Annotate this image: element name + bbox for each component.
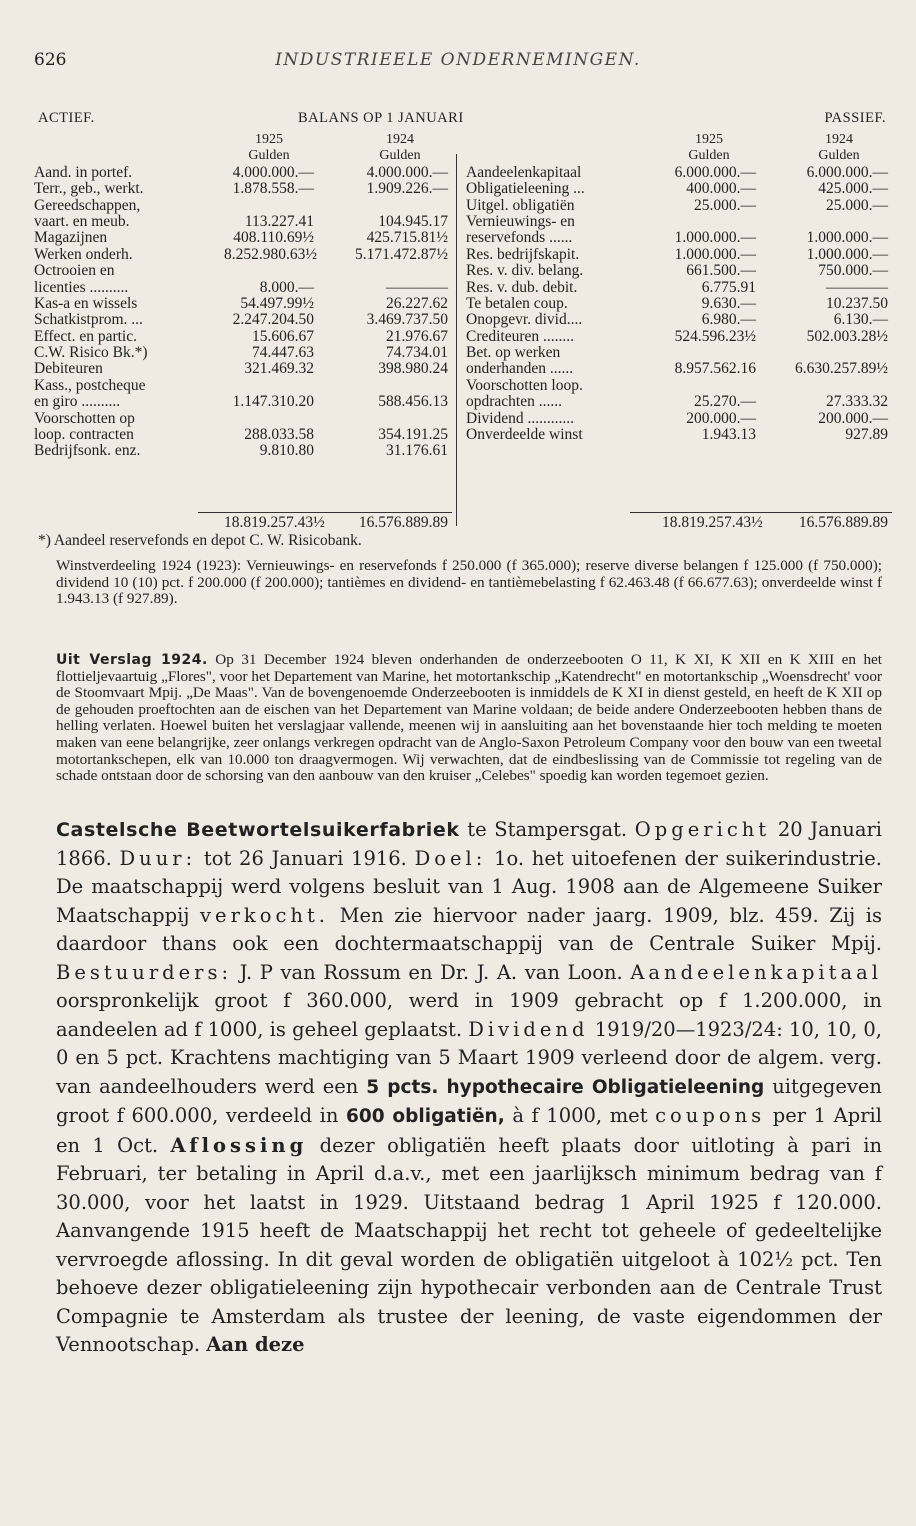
row-label: Voorschotten op	[34, 409, 135, 427]
row-label: Aand. in portef.	[34, 163, 133, 181]
table-row	[460, 230, 890, 246]
value-1925: 1.000.000.—	[674, 229, 756, 247]
column-divider	[456, 154, 457, 526]
year-1924: 1924	[386, 132, 414, 147]
directors-text: J. P van Rossum en Dr. J. A. van Loon.	[239, 960, 623, 984]
row-label: reservefonds ......	[466, 229, 573, 247]
year-1925: 1925	[695, 132, 723, 147]
value-1924: 1.909.226.—	[366, 180, 448, 198]
value-1925: 9.630.—	[701, 294, 756, 312]
value-1924: 104.945.17	[378, 212, 448, 230]
company-location: te Stampersgat.	[467, 818, 628, 841]
table-row	[28, 443, 454, 459]
table-row	[28, 181, 454, 197]
table-row	[460, 427, 890, 443]
row-label: Terr., geb., werkt.	[34, 180, 144, 198]
value-1925: 524.596.23½	[674, 327, 756, 345]
year-row	[28, 132, 454, 148]
row-label: onderhanden ......	[466, 360, 574, 378]
table-row	[28, 198, 454, 214]
value-1924: 27.333.32	[826, 393, 888, 411]
total-liabilities-1924: 16.576.889.89	[798, 514, 888, 531]
company-name: Castelsche Beetwortelsuikerfabriek	[56, 819, 460, 841]
row-label: Res. bedrijfskapit.	[466, 245, 580, 263]
value-1924: 588.456.13	[378, 393, 448, 411]
table-row	[460, 181, 890, 197]
value-1924: 3.469.737.50	[366, 311, 448, 329]
bond-count: 600 obligatiën,	[346, 1106, 505, 1127]
report-text: Op 31 December 1924 bleven onderhanden de onderzeebooten O 11, K XI, K XII en K XIII en het flottieljevaartuig „Flores", voor het Departement van Marine, het motortankschip „Katendrecht" en motortankschip „Woensdrecht' voor de Stoomvaart Mpij. „De Maas". Van de bovengenoemde Onderzeebooten is inmiddels de K XI in dienst gesteld, en heeft de K XII op de gehouden proeftochten aan de eischen van het Departement van Marine voldaan; de beide andere Onderzeebooten hebben thans de helling verlaten. Hoewel buiten het verslagjaar vallende, meenen wij in aansluiting aan het bovenstaande hier toch melding te moeten maken van eene belangrijke, zeer onlangs verkregen opdracht van de Anglo-Saxon Petroleum Company voor den bouw van een tweetal motortankschepen, elk van 10.000 ton draagvermogen. Wij verwachten, dat de eindbeslissing van de Commissie tot regeling van de schade ontstaan door de schorsing van den aanbouw van den kruiser „Celebes" spoedig kan worden tegemoet gezien.	[56, 651, 883, 785]
row-label: Voorschotten loop.	[466, 376, 583, 394]
unit-label: Gulden	[379, 148, 421, 164]
year-1925: 1925	[255, 132, 283, 147]
value-1924: 1.000.000.—	[806, 229, 888, 247]
coupon-dates: per 1 April en 1 Oct.	[56, 1104, 882, 1157]
value-1925: 9.810.80	[259, 442, 314, 460]
table-row	[28, 296, 454, 312]
total-assets-1924: 16.576.889.89	[358, 514, 448, 531]
table-row	[28, 263, 454, 279]
value-1924: 26.227.62	[386, 294, 448, 312]
value-1924: 425.715.81½	[366, 229, 448, 247]
total-rule-left	[198, 512, 452, 513]
total-assets-1925: 18.819.257.43½	[224, 514, 325, 531]
value-1925: 2.247.204.50	[232, 311, 314, 329]
table-row	[28, 345, 454, 361]
row-label: C.W. Risico Bk.*)	[34, 344, 148, 362]
value-1925: 8.957.562.16	[674, 360, 756, 378]
value-1924: 6.130.—	[833, 311, 888, 329]
unit-row	[460, 148, 890, 164]
unit-label: Gulden	[248, 148, 290, 164]
label-verkocht: verkocht.	[200, 903, 329, 927]
row-label: loop. contracten	[34, 426, 134, 444]
label-opgericht: Opgericht	[634, 818, 771, 841]
company-entry	[56, 816, 882, 1360]
table-row	[28, 165, 454, 181]
balance-columns	[28, 132, 890, 504]
table-row	[28, 361, 454, 377]
row-label: Obligatieleening ...	[466, 180, 585, 198]
table-row	[460, 312, 890, 328]
row-label: Bet. op werken	[466, 344, 561, 362]
row-label: Octrooien en	[34, 262, 115, 280]
value-1924: 10.237.50	[826, 294, 888, 312]
table-row	[460, 345, 890, 361]
row-label: Gereedschappen,	[34, 196, 141, 214]
table-row	[28, 247, 454, 263]
value-1925: 321.469.32	[244, 360, 314, 378]
value-1925: 8.252.980.63½	[224, 245, 317, 263]
value-1924: 6.000.000.—	[806, 163, 888, 181]
value-1925: 6.980.—	[701, 311, 756, 329]
table-row	[460, 198, 890, 214]
bond-loan-text: uitgegeven groot f 600.000, verdeeld in	[56, 1074, 882, 1127]
total-rule-right	[630, 512, 892, 513]
table-row	[460, 329, 890, 345]
label-bestuurders: Bestuurders:	[56, 960, 233, 984]
assets-heading: ACTIEF.	[38, 110, 95, 126]
value-1925: 8.000.—	[259, 278, 314, 296]
report-heading: Uit Verslag 1924.	[56, 652, 208, 668]
redemption-text: dezer obligatiën heeft plaats door uitloting à pari in Februari, ter betaling in April d.a.v., met een jaarlijksch minimum bedrag van f 30.000, voor het laatst in 1929. Uitstaand bedrag 1 April 1925 f 120.000. Aanvangende 1915 heeft de Maatschappij het recht tot geheele of gedeeltelijke vervroegde aflossing. In dit geval worden de obligatiën uitgeloot à 102½ pct. Ten behoeve dezer obligatieleening zijn hypothecair verbonden aan de Centrale Trust Compagnie te Amsterdam als trustee der leening, de vaste eigendommen der Vennootschap.	[56, 1133, 882, 1356]
value-1925: 4.000.000.—	[232, 163, 314, 181]
table-row	[28, 411, 454, 427]
value-1924: 6.630.257.89½	[795, 360, 888, 378]
table-row	[28, 312, 454, 328]
page-number: 626	[34, 50, 67, 70]
label-dividend: Dividend	[468, 1017, 589, 1041]
value-1925: 15.606.67	[252, 327, 314, 345]
table-row	[460, 214, 890, 230]
value-1924: ————	[386, 278, 448, 296]
profit-distribution: Winstverdeeling 1924 (1923): Vernieuwings- en reservefonds f 250.000 (f 365.000); reserve diverse belangen f 125.000 (f 750.000); dividend 10 (10) pct. f 200.000 (f 200.000); tantièmes en dividend- en tantièmebelasting f 62.463.48 (f 66.677.63); onverdeelde winst f 1.943.13 (f 927.89).	[56, 557, 882, 608]
table-row	[460, 280, 890, 296]
value-1925: 1.943.13	[701, 426, 756, 444]
label-coupons: coupons	[655, 1104, 766, 1127]
row-label: licenties ..........	[34, 278, 129, 296]
value-1925: 200.000.—	[686, 409, 756, 427]
table-row	[28, 214, 454, 230]
table-row	[28, 378, 454, 394]
row-label: Res. v. dub. debit.	[466, 278, 578, 296]
value-1924: 927.89	[845, 426, 888, 444]
table-row	[460, 165, 890, 181]
row-label: Dividend ............	[466, 409, 575, 427]
unit-label: Gulden	[818, 148, 860, 164]
row-label: Te betalen coup.	[466, 294, 568, 312]
value-1924: 398.980.24	[378, 360, 448, 378]
value-1925: 1.000.000.—	[674, 245, 756, 263]
table-row	[28, 427, 454, 443]
balance-headings	[28, 110, 890, 132]
value-1925: 661.500.—	[686, 262, 756, 280]
value-1925: 6.775.91	[701, 278, 756, 296]
value-1925: 1.878.558.—	[232, 180, 314, 198]
value-1925: 25.270.—	[694, 393, 756, 411]
table-row	[28, 329, 454, 345]
value-1924: 1.000.000.—	[806, 245, 888, 263]
value-1924: 74.734.01	[386, 344, 448, 362]
value-1924: 200.000.—	[818, 409, 888, 427]
unit-row	[28, 148, 454, 164]
row-label: Onverdeelde winst	[466, 426, 583, 444]
page-header-title: INDUSTRIEELE ONDERNEMINGEN.	[275, 50, 641, 70]
value-1925: 400.000.—	[686, 180, 756, 198]
balance-sheet	[28, 110, 890, 550]
row-label: Debiteuren	[34, 360, 103, 378]
row-label: Uitgel. obligatiën	[466, 196, 575, 214]
row-label: Magazijnen	[34, 229, 108, 247]
row-label: Aandeelenkapitaal	[466, 163, 582, 181]
row-label: Kas-a en wissels	[34, 294, 138, 312]
table-row	[460, 411, 890, 427]
row-label: Crediteuren ........	[466, 327, 575, 345]
table-row	[460, 247, 890, 263]
value-1925: 25.000.—	[694, 196, 756, 214]
value-1925: 1.147.310.20	[232, 393, 314, 411]
table-row	[460, 263, 890, 279]
table-row	[28, 230, 454, 246]
balance-title: BALANS OP 1 JANUARI	[298, 110, 464, 126]
liabilities-heading: PASSIEF.	[824, 110, 886, 126]
sale-text: Men zie hiervoor nader jaarg. 1909, blz. 459. Zij is daardoor thans ook een dochtermaatschappij van de Centrale Suiker Mpij.	[56, 903, 882, 955]
table-row	[460, 394, 890, 410]
row-label: Kass., postcheque	[34, 376, 146, 394]
row-label: Onopgevr. divid....	[466, 311, 583, 329]
purpose-text: 1o. het uitoefenen der suikerindustrie. De maatschappij werd volgens besluit van 1 Aug. 1908 aan de Algemeene Suiker Maatschappij	[56, 846, 882, 927]
value-1925: 6.000.000.—	[674, 163, 756, 181]
label-aandeelenkapitaal: Aandeelenkapitaal	[630, 960, 882, 984]
value-1924: ————	[826, 278, 888, 296]
value-1924: 5.171.472.87½	[355, 245, 448, 263]
value-1925: 74.447.63	[252, 344, 314, 362]
year-row	[460, 132, 890, 148]
table-row	[460, 378, 890, 394]
label-duur: Duur:	[119, 846, 197, 870]
table-row	[460, 296, 890, 312]
value-1924: 31.176.61	[386, 442, 448, 460]
table-row	[460, 361, 890, 377]
value-1924: 25.000.—	[826, 196, 888, 214]
total-liabilities-1925: 18.819.257.43½	[662, 514, 763, 531]
totals-row	[28, 506, 890, 531]
capital-text: oorspronkelijk groot f 360.000, werd in 1909 gebracht op f 1.200.000, in aandeelen ad f 1000, is geheel geplaatst.	[56, 989, 882, 1041]
liabilities-column	[460, 132, 890, 443]
value-1924: 425.000.—	[818, 180, 888, 198]
table-row	[28, 394, 454, 410]
row-label: Bedrijfsonk. enz.	[34, 442, 141, 460]
value-1924: 750.000.—	[818, 262, 888, 280]
running-head	[28, 50, 888, 74]
assets-column	[28, 132, 454, 460]
value-1924: 502.003.28½	[806, 327, 888, 345]
bond-loan-title: 5 pcts. hypothecaire Obligatieleening	[366, 1076, 765, 1098]
dividend-text: 1919/20—1923/24: 10, 10, 0, 0 en 5 pct. Krachtens machtiging van 5 Maart 1909 verleend door de algem. verg. van aandeelhouders werd een	[56, 1017, 882, 1098]
row-label: Res. v. div. belang.	[466, 262, 584, 280]
value-1924: 354.191.25	[378, 426, 448, 444]
row-label: Effect. en partic.	[34, 327, 137, 345]
row-label: Schatkistprom. ...	[34, 311, 143, 329]
founded-date: 20 Januari 1866.	[56, 818, 883, 870]
row-label: Vernieuwings- en	[466, 212, 575, 230]
label-aflossing: Aflossing	[170, 1133, 308, 1157]
row-label: Werken onderh.	[34, 245, 133, 263]
value-1925: 54.497.99½	[240, 294, 314, 312]
balance-footnote: *) Aandeel reservefonds en depot C. W. Risicobank.	[38, 532, 362, 549]
value-1925: 408.110.69½	[233, 229, 314, 247]
annual-report-excerpt	[56, 652, 882, 785]
value-1924: 4.000.000.—	[366, 163, 448, 181]
value-1925: 113.227.41	[244, 212, 314, 230]
value-1925: 288.033.58	[244, 426, 314, 444]
duration-text: tot 26 Januari 1916.	[203, 846, 407, 870]
row-label: opdrachten ......	[466, 393, 562, 411]
label-doel: Doel:	[414, 846, 487, 870]
row-label: vaart. en meub.	[34, 212, 130, 230]
row-label: en giro ..........	[34, 393, 121, 411]
value-1924: 21.976.67	[386, 327, 448, 345]
table-row	[28, 280, 454, 296]
unit-label: Gulden	[688, 148, 730, 164]
year-1924: 1924	[825, 132, 853, 147]
bond-denomination: à f 1000, met	[512, 1104, 648, 1127]
continuation-text: Aan deze	[206, 1333, 305, 1356]
